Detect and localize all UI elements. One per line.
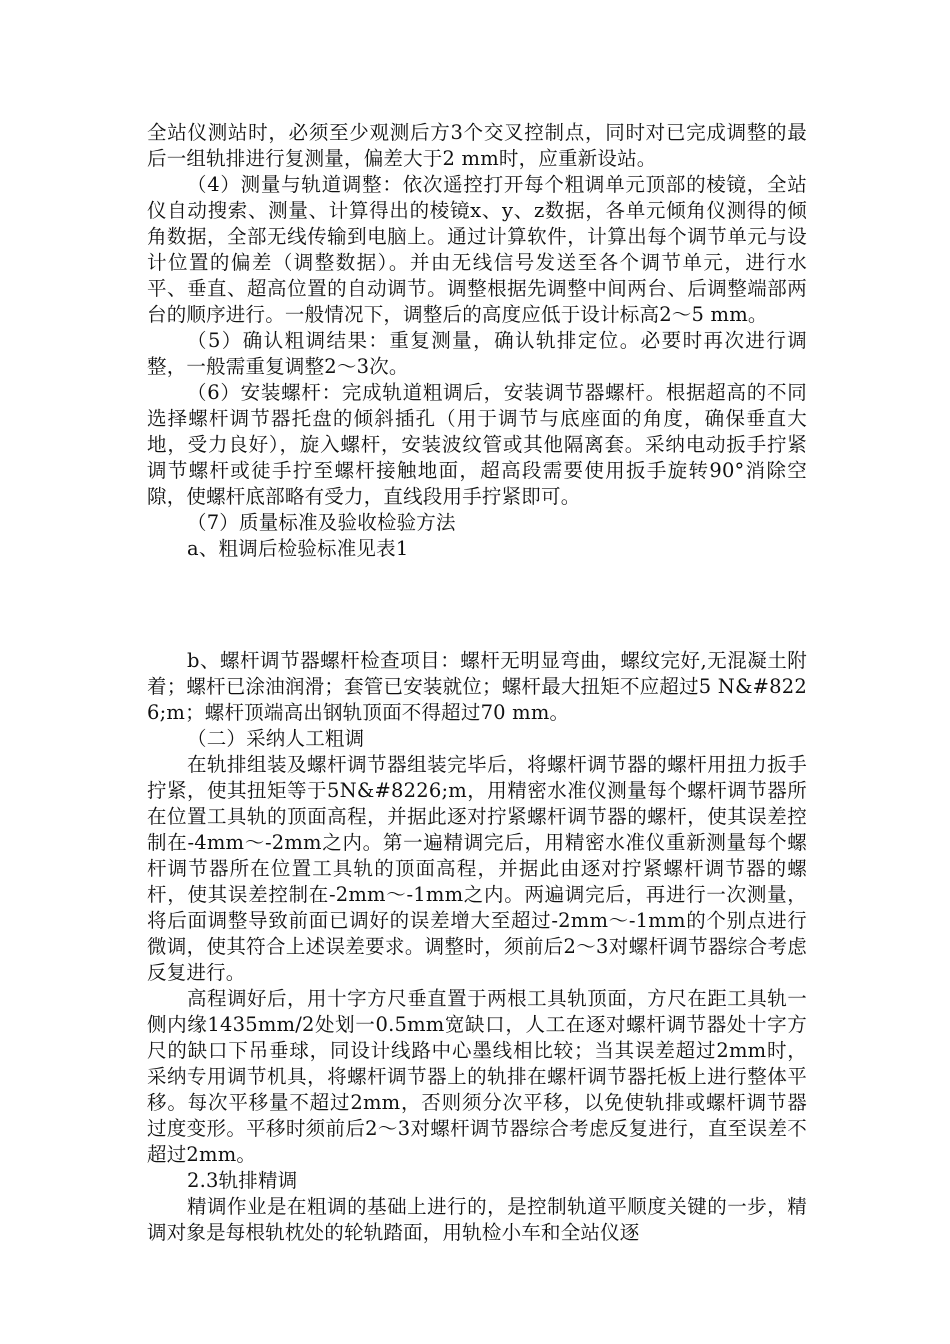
paragraph-manual-elevation: 在轨排组装及螺杆调节器组装完毕后，将螺杆调节器的螺杆用扭力扳手拧紧，使其扭矩等于5N&#8226;m，用精密水准仪测量每个螺杆调节器所在位置工具轨的顶面高程，并据此逐对拧紧螺杆调节器的螺杆，使其误差控制在-4mm～-2mm之内。第一遍精调完后，用精密水准仪重新测量每个螺杆调节器所在位置工具轨的顶面高程，并据此由逐对拧紧螺杆调节器的螺杆，使其误差控制在-2mm～-1mm之内。两遍调完后，再进行一次测量，将后面调整导致前面已调好的误差增大至超过-2mm～-1mm的个别点进行微调，使其符合上述误差要求。调整时，须前后2～3对螺杆调节器综合考虑反复进行。: [147, 753, 807, 984]
paragraph-fine-adjustment: 精调作业是在粗调的基础上进行的，是控制轨道平顺度关键的一步，精调对象是每根轨枕处的轮轨踏面，用轨检小车和全站仪逐: [147, 1195, 807, 1244]
text-block-lower: [147, 648, 807, 1246]
paragraph-screw-inspection: b、螺杆调节器螺杆检查项目：螺杆无明显弯曲，螺纹完好,无混凝土附着；螺杆已涂油润滑；套管已安装就位；螺杆最大扭矩不应超过5 N&#8226;m；螺杆顶端高出钢轨顶面不得超过70 mm。: [147, 649, 807, 724]
paragraph-confirm-coarse-result: （5）确认粗调结果：重复测量，确认轨排定位。必要时再次进行调整，一般需重复调整2～3次。: [147, 329, 807, 378]
paragraph-measurement-adjustment: （4）测量与轨道调整：依次遥控打开每个粗调单元顶部的棱镜，全站仪自动搜索、测量、计算得出的棱镜x、y、z数据，各单元倾角仪测得的倾角数据，全部无线传输到电脑上。通过计算软件，计算出每个调节单元与设计位置的偏差（调整数据）。并由无线信号发送至各个调节单元，进行水平、垂直、超高位置的自动调节。调整根据先调整中间两台、后调整端部两台的顺序进行。一般情况下，调整后的高度应低于设计标高2～5 mm。: [147, 173, 807, 326]
section-heading-fine-adjustment: 2.3轨排精调: [187, 1169, 298, 1192]
text-block-upper: [147, 120, 807, 562]
paragraph-install-screw: （6）安装螺杆：完成轨道粗调后，安装调节器螺杆。根据超高的不同选择螺杆调节器托盘的倾斜插孔（用于调节与底座面的角度，确保垂直大地，受力良好），旋入螺杆，安装波纹管或其他隔离套。采纳电动扳手拧紧调节螺杆或徒手拧至螺杆接触地面，超高段需要使用扳手旋转90°消除空隙，使螺杆底部略有受力，直线段用手拧紧即可。: [147, 381, 807, 508]
paragraph-station-setup: 全站仪测站时，必须至少观测后方3个交叉控制点，同时对已完成调整的最后一组轨排进行复测量，偏差大于2 mm时，应重新设站。: [147, 121, 807, 170]
paragraph-manual-centerline: 高程调好后，用十字方尺垂直置于两根工具轨顶面，方尺在距工具轨一侧内缘1435mm/2处划一0.5mm宽缺口，人工在逐对螺杆调节器处十字方尺的缺口下吊垂球，同设计线路中心墨线相比较；当其误差超过2mm时，采纳专用调节机具，将螺杆调节器上的轨排在螺杆调节器托板上进行整体平移。每次平移量不超过2mm，否则须分次平移，以免使轨排或螺杆调节器过度变形。平移时须前后2～3对螺杆调节器综合考虑反复进行，直至误差不超过2mm。: [147, 987, 807, 1166]
section-heading-manual-coarse: （二）采纳人工粗调: [187, 727, 365, 750]
paragraph-inspection-table-ref: a、粗调后检验标准见表1: [187, 537, 409, 560]
paragraph-quality-standard: （7）质量标准及验收检验方法: [187, 511, 456, 534]
